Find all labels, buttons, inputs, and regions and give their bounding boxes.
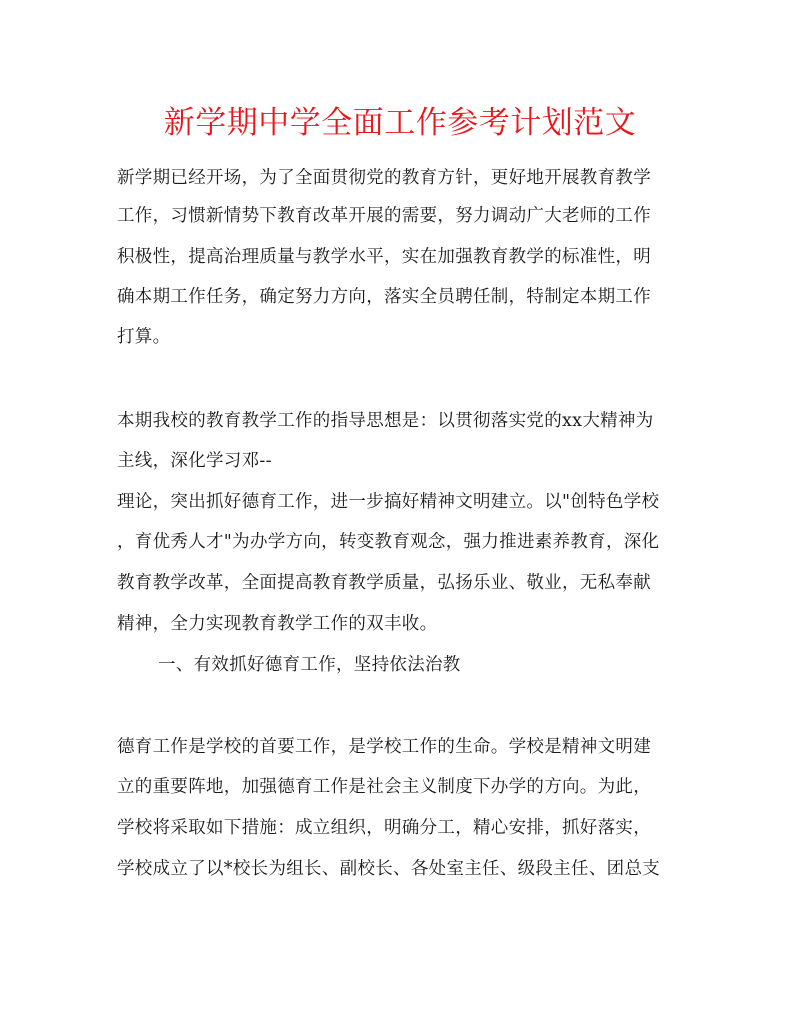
paragraph-line: 本期我校的教育教学工作的指导思想是：以贯彻落实党的xx大精神为 — [117, 411, 654, 431]
paragraph-line: 主线，深化学习邓-- — [117, 451, 272, 471]
paragraph-line: 确本期工作任务，确定努力方向，落实全员聘任制，特制定本期工作 — [117, 287, 651, 307]
paragraph-line: 积极性，提高治理质量与教学水平，实在加强教育教学的标准性，明 — [117, 247, 651, 267]
paragraph-line: 精神，全力实现教育教学工作的双丰收。 — [117, 614, 438, 634]
paragraph-line: 立的重要阵地，加强德育工作是社会主义制度下办学的方向。为此， — [117, 777, 651, 797]
paragraph-line: 德育工作是学校的首要工作，是学校工作的生命。学校是精神文明建 — [117, 737, 651, 757]
paragraph-line: 新学期已经开场，为了全面贯彻党的教育方针，更好地开展教育教学 — [117, 168, 651, 188]
paragraph-line: ，育优秀人才"为办学方向，转变教育观念，强力推进素养教育，深化 — [117, 532, 660, 552]
document-title: 新学期中学全面工作参考计划范文 — [163, 105, 637, 141]
section-heading: 一、有效抓好德育工作，坚持依法治教 — [158, 655, 461, 675]
paragraph-line: 工作，习惯新情势下教育改革开展的需要，努力调动广大老师的工作 — [117, 206, 651, 226]
paragraph-line: 理论，突出抓好德育工作，进一步搞好精神文明建立。以"创特色学校 — [117, 492, 660, 512]
paragraph-line: 打算。 — [117, 327, 171, 347]
paragraph-line: 学校成立了以*校长为组长、副校长、各处室主任、级段主任、团总支 — [117, 859, 661, 879]
paragraph-line: 学校将采取如下措施：成立组织，明确分工，精心安排，抓好落实， — [117, 818, 651, 838]
paragraph-line: 教育教学改革，全面提高教育教学质量，弘扬乐业、敬业，无私奉献 — [117, 573, 651, 593]
